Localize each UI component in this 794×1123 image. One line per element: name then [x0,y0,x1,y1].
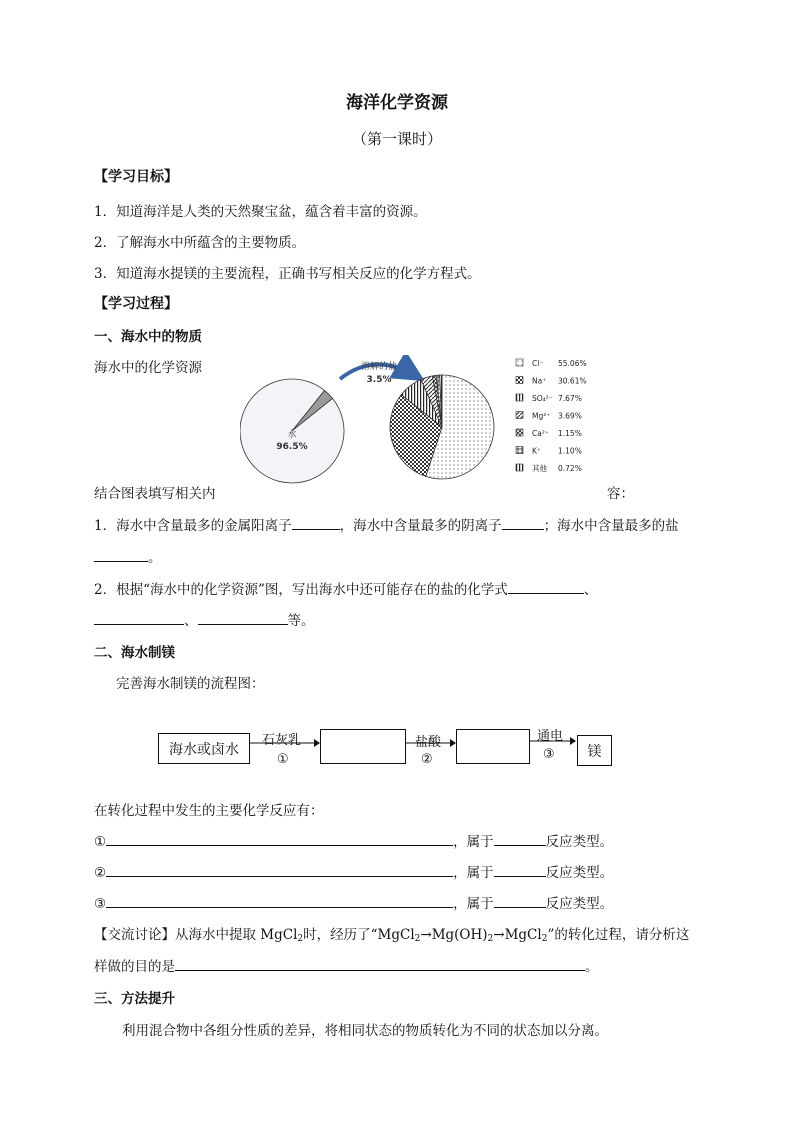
legend-label: 其他 [532,464,547,473]
fill-prompt-left: 结合图表填写相关内 [94,486,216,502]
flow-step-3: ③ [543,747,555,762]
salt-label: 溶解的盐 [360,362,398,372]
answer-blank[interactable] [502,515,544,530]
legend-swatch [516,359,523,366]
flow-reagent-1: 石灰乳 [262,733,302,748]
flow-reagent-3: 通电 [537,729,564,744]
page-subtitle: （第一课时） [351,130,442,148]
legend-swatch [516,394,523,401]
reactions-intro: 在转化过程中发生的主要化学反应有： [94,803,324,819]
legend-label: Cl⁻ [532,359,544,368]
process-heading: 【学习过程】 [94,296,178,312]
legend-value: 3.69% [558,411,582,421]
equation-blank[interactable] [106,893,453,908]
legend-value: 30.61% [558,376,587,386]
legend-swatch [516,429,523,436]
flow-reagent-2: 盐酸 [415,735,442,750]
ion-legend [516,359,587,473]
method-text: 利用混合物中各组分性质的差异，将相同状态的物质转化为不同的状态加以分离。 [122,1023,608,1039]
question-1: 1．海水中含量最多的金属阳离子 ，海水中含量最多的阴离子 ；海水中含量最多的盐 [94,514,679,534]
discussion: 【交流讨论】从海水中提取 MgCl$_2$时，经历了“$MgCl_2\to Mg(OH)_2\to MgCl_2$”的转化过程，请分析这 [94,927,690,944]
legend-label: K⁺ [532,446,541,456]
reaction-line-1: ① ，属于 反应类型。 [94,830,613,850]
water-label: 水 [287,430,297,440]
figure-caption: 海水中的化学资源 [94,360,202,376]
legend-label: Na⁺ [532,376,547,386]
objective-3: 3．知道海水提镁的主要流程，正确书写相关反应的化学方程式。 [94,266,481,282]
section-2-heading: 二、海水制镁 [94,645,175,661]
answer-blank[interactable] [175,956,585,971]
reaction-line-2: ② ，属于 反应类型。 [94,861,613,881]
reaction-line-3: ③ ，属于 反应类型。 [94,892,613,912]
discussion-cont: 样做的目的是 。 [94,955,599,975]
fill-prompt-right: 容： [607,486,634,502]
section-1-heading: 一、海水中的物质 [94,329,202,345]
flow-end-box: 镁 [577,735,612,766]
objective-1: 1．知道海洋是人类的天然聚宝盆，蕴含着丰富的资源。 [94,204,427,220]
legend-value: 0.72% [558,464,582,473]
salt-percent: 3.5% [366,375,392,385]
ion-composition-pie [390,375,494,479]
flow-step-1: ① [277,752,289,767]
legend-value: 1.10% [558,446,582,456]
seawater-resources-figure [240,355,620,487]
flow-start-box: 海水或卤水 [158,733,250,764]
type-blank[interactable] [494,862,546,877]
answer-blank[interactable] [508,579,584,594]
answer-blank[interactable] [94,547,148,562]
type-blank[interactable] [494,831,546,846]
answer-blank[interactable] [94,610,184,625]
flow-intro: 完善海水制镁的流程图： [116,676,265,692]
flow-step-2: ② [421,752,433,767]
legend-swatch [516,447,523,454]
legend-swatch [516,412,523,419]
page-title: 海洋化学资源 [346,93,448,113]
section-3-heading: 三、方法提升 [94,991,175,1007]
legend-value: 7.67% [558,394,582,403]
legend-swatch [516,464,523,471]
legend-value: 1.15% [558,429,582,438]
legend-label: SO₄²⁻ [532,394,553,403]
legend-swatch [516,377,523,384]
objectives-heading: 【学习目标】 [94,169,178,185]
answer-blank[interactable] [292,515,340,530]
question-2-cont: 、 等。 [94,609,315,629]
legend-label: Mg²⁺ [532,411,551,421]
equation-blank[interactable] [106,862,453,877]
question-2: 2．根据“海水中的化学资源”图，写出海水中还可能存在的盐的化学式 、 [94,578,597,598]
objective-2: 2．了解海水中所蕴含的主要物质。 [94,235,306,251]
legend-value: 55.06% [558,359,587,368]
water-percent: 96.5% [276,442,308,452]
answer-blank[interactable] [198,610,288,625]
equation-blank[interactable] [106,831,453,846]
type-blank[interactable] [494,893,546,908]
question-1-cont: 。 [94,546,162,566]
legend-label: Ca²⁺ [532,429,549,438]
